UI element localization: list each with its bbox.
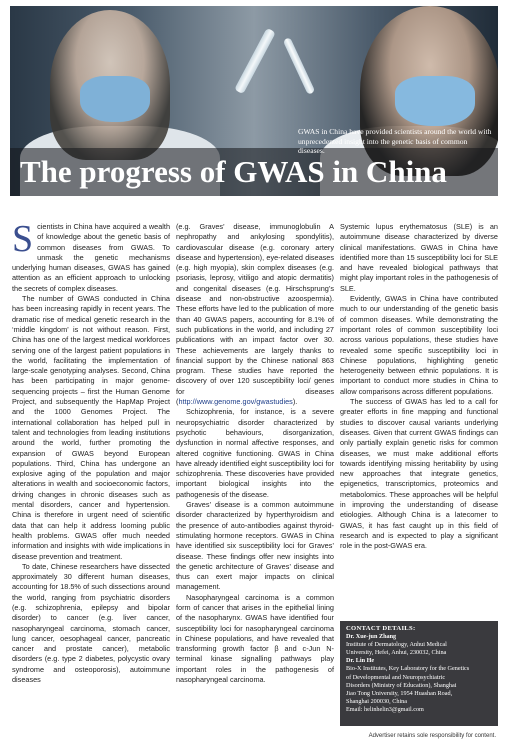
contact-email[interactable]: Email: helinhelin3@gmail.com [346,705,424,713]
face-mask-left [80,76,150,122]
face-mask-right [395,76,475,126]
contact-line: Institute of Dermatology, Anhui Medical [346,641,447,649]
caption-line-1: GWAS in China have provided scientists around the world with [298,127,492,136]
paragraph: Systemic lupus erythematosus (SLE) is an autoimmune disease characterized by diverse clinical manifestations. GWAS in China have identified more than 15 susceptibility loci for SLE and have revealed biological pathways that might play important roles in the pathogenesis of SLE. [340,222,498,293]
paragraph: To date, Chinese researchers have dissected approximately 30 different human diseases, accounting for 18.5% of such dissections around the world, ranging from psychiatric disorders (e.g. schizophrenia, epilepsy and bipolar disorder) to cancer (e.g. liver cancer, nasopharyngeal carcinoma, stomach cancer, lung cancer, oesophageal cancer, pancreatic cancer and prostate cancer), metabolic disorders (e.g. type 2 diabetes, polycystic ovary syndrome and osteoporosis), autoimmune diseases [12,561,170,685]
paragraph: Graves’ disease is a common autoimmune disorder characterized by hyperthyroidism and the presence of auto-antibodies against thyroid-stimulating hormone receptors. GWAS in China have identified six susceptibility loci for Graves’ disease. These findings offer new insights into the genetic architecture of Graves’ disease and thus can exert major impacts on clinical management. [176,500,334,592]
column-2 [176,222,334,685]
contact-line: Shanghai 200030, China [346,697,408,705]
contact-line: Disorders (Ministry of Education), Shanghai [346,681,457,689]
paragraph: Schizophrenia, for instance, is a severe neuropsychiatric disorder characterized by psychotic behaviours, disorganization, dysfunction in normal affective responses, and altered cognitive functioning. GWAS in China have already identified eight susceptibility loci for schizophrenia. These discoveries have provided important biological insights into the pathogenesis of the disease. [176,407,334,499]
gwas-catalog-link[interactable]: http://www.genome.gov/gwastudies [178,397,293,407]
article-title: The progress of GWAS in China [20,154,447,189]
advertiser-disclaimer: Advertiser retains sole responsibility for content. [368,733,496,739]
paragraph [176,222,334,407]
contact-name-2: Dr. Lin He [346,657,375,665]
paragraph: The number of GWAS conducted in China has been increasing rapidly in recent years. The dramatic rise of medical genetic research in the ‘middle kingdom’ is not without reason. First, China has one of the largest medical workforces serving one of the largest patient populations in the world, facilitating the implementation of large-scale genotyping analyses. Second, China has been participating in major genome-sequencing projects – first the Human Genome Project, and subsequently the HapMap Project and the 1000 Genomes Project. The international collaboration has helped pull in talent and technologies from leading institutions around the world, further promoting the expansion of GWAS beyond European populations. Third, China has undergone an explosive aging of the population and major alterations in wealth and socioeconomic factors, driving changes in chronic diseases such as mental disorders, cancer and hypertension. China is therefore in urgent need of scientific data that can help it address looming public health problems. GWAS offer much needed information and insights with wide implications in disease prevention and treatment. [12,294,170,561]
caption-line-2: unprecedented insight into the genetic basis of common diseases. [298,136,468,155]
paragraph [12,218,170,294]
paragraph-text: cientists in China have acquired a wealth of knowledge about the genetic basis of common diseases from GWAS. To unmask the genetic mechanisms underlying human diseases, GWAS has gained attention as an efficient approach to unlocking the secrets of complex diseases. [12,222,170,293]
paragraph: Evidently, GWAS in China have contributed much to our understanding of the genetic basis of common diseases. While demonstrating the important roles of common susceptibility loci across various populations, these studies have revealed some specific susceptibility loci in Chinese populations, highlighting genetic heterogeneity between ethnic populations. It is important to conduct more studies in China to allow comparisons across different populations. [340,294,498,396]
contact-line: Jiao Tong University, 1954 Huashan Road, [346,689,453,697]
column-3 [340,222,498,552]
contact-line: University, Hefei, Anhui, 230032, China [346,649,447,657]
column-1 [12,218,170,685]
contact-name-1: Dr. Xue-jun Zhang [346,633,397,641]
paragraph: The success of GWAS has led to a call for greater efforts in fine mapping and functional studies to discover causal variants underlying diseases. Given that current GWAS findings can only partially explain genetic risks for common diseases, we must make additional efforts towards identifying missing heritability by using new approaches that integrate genetics, epigenetics, transcriptomics, proteomics and metabolomics. These approaches will be helpful in improving the understanding of disease etiologies. Although China is a latecomer to GWAS, it has fast caught up in this field of research and is expected to play a significant role in the post-GWAS era. [340,397,498,551]
paragraph-text: (e.g. Graves’ disease, immunoglobulin A nephropathy and ankylosing spondylitis), cardiovascular disease (e.g. coronary artery disease and hypertension), eye-related diseases (e.g. high myopia), skin complex diseases (e.g. psoriasis, leprosy, vitiligo and atopic dermatitis) and congenital diseases (e.g. Hirschsprung’s disease and non-obstructive azoospermia). These efforts have led to the publication of more than 40 GWAS papers, accounting for 8.1% of such publications in the world, and including 27 publications with an impact factor over 30. These achievements are largely thanks to financial support by the Chinese national 863 program. These studies have reported the discovery of over 120 susceptibility loci/ genes for diseases ( [176,222,334,407]
paragraph: Nasopharyngeal carcinoma is a common form of cancer that arises in the epithelial lining of the nasopharynx. GWAS have identified four susceptibility loci for nasopharyngeal carcinoma in Chinese populations, and have revealed that transforming growth factor β and c-Jun N-terminal kinase signalling pathways play important roles in the pathogenesis of nasopharyngeal carcinoma. [176,592,334,685]
pipette [283,37,316,95]
photo-caption [298,127,494,156]
contact-heading: CONTACT DETAILS: [346,625,416,632]
contact-line: of Developmental and Neuropsychiatric [346,673,446,681]
contact-details-box [340,621,498,726]
paragraph-text-end: ). [292,397,298,407]
test-tube [234,28,276,95]
drop-cap: S [12,218,34,260]
contact-line: Bio-X Institutes, Key Laboratory for the Genetics [346,665,470,673]
